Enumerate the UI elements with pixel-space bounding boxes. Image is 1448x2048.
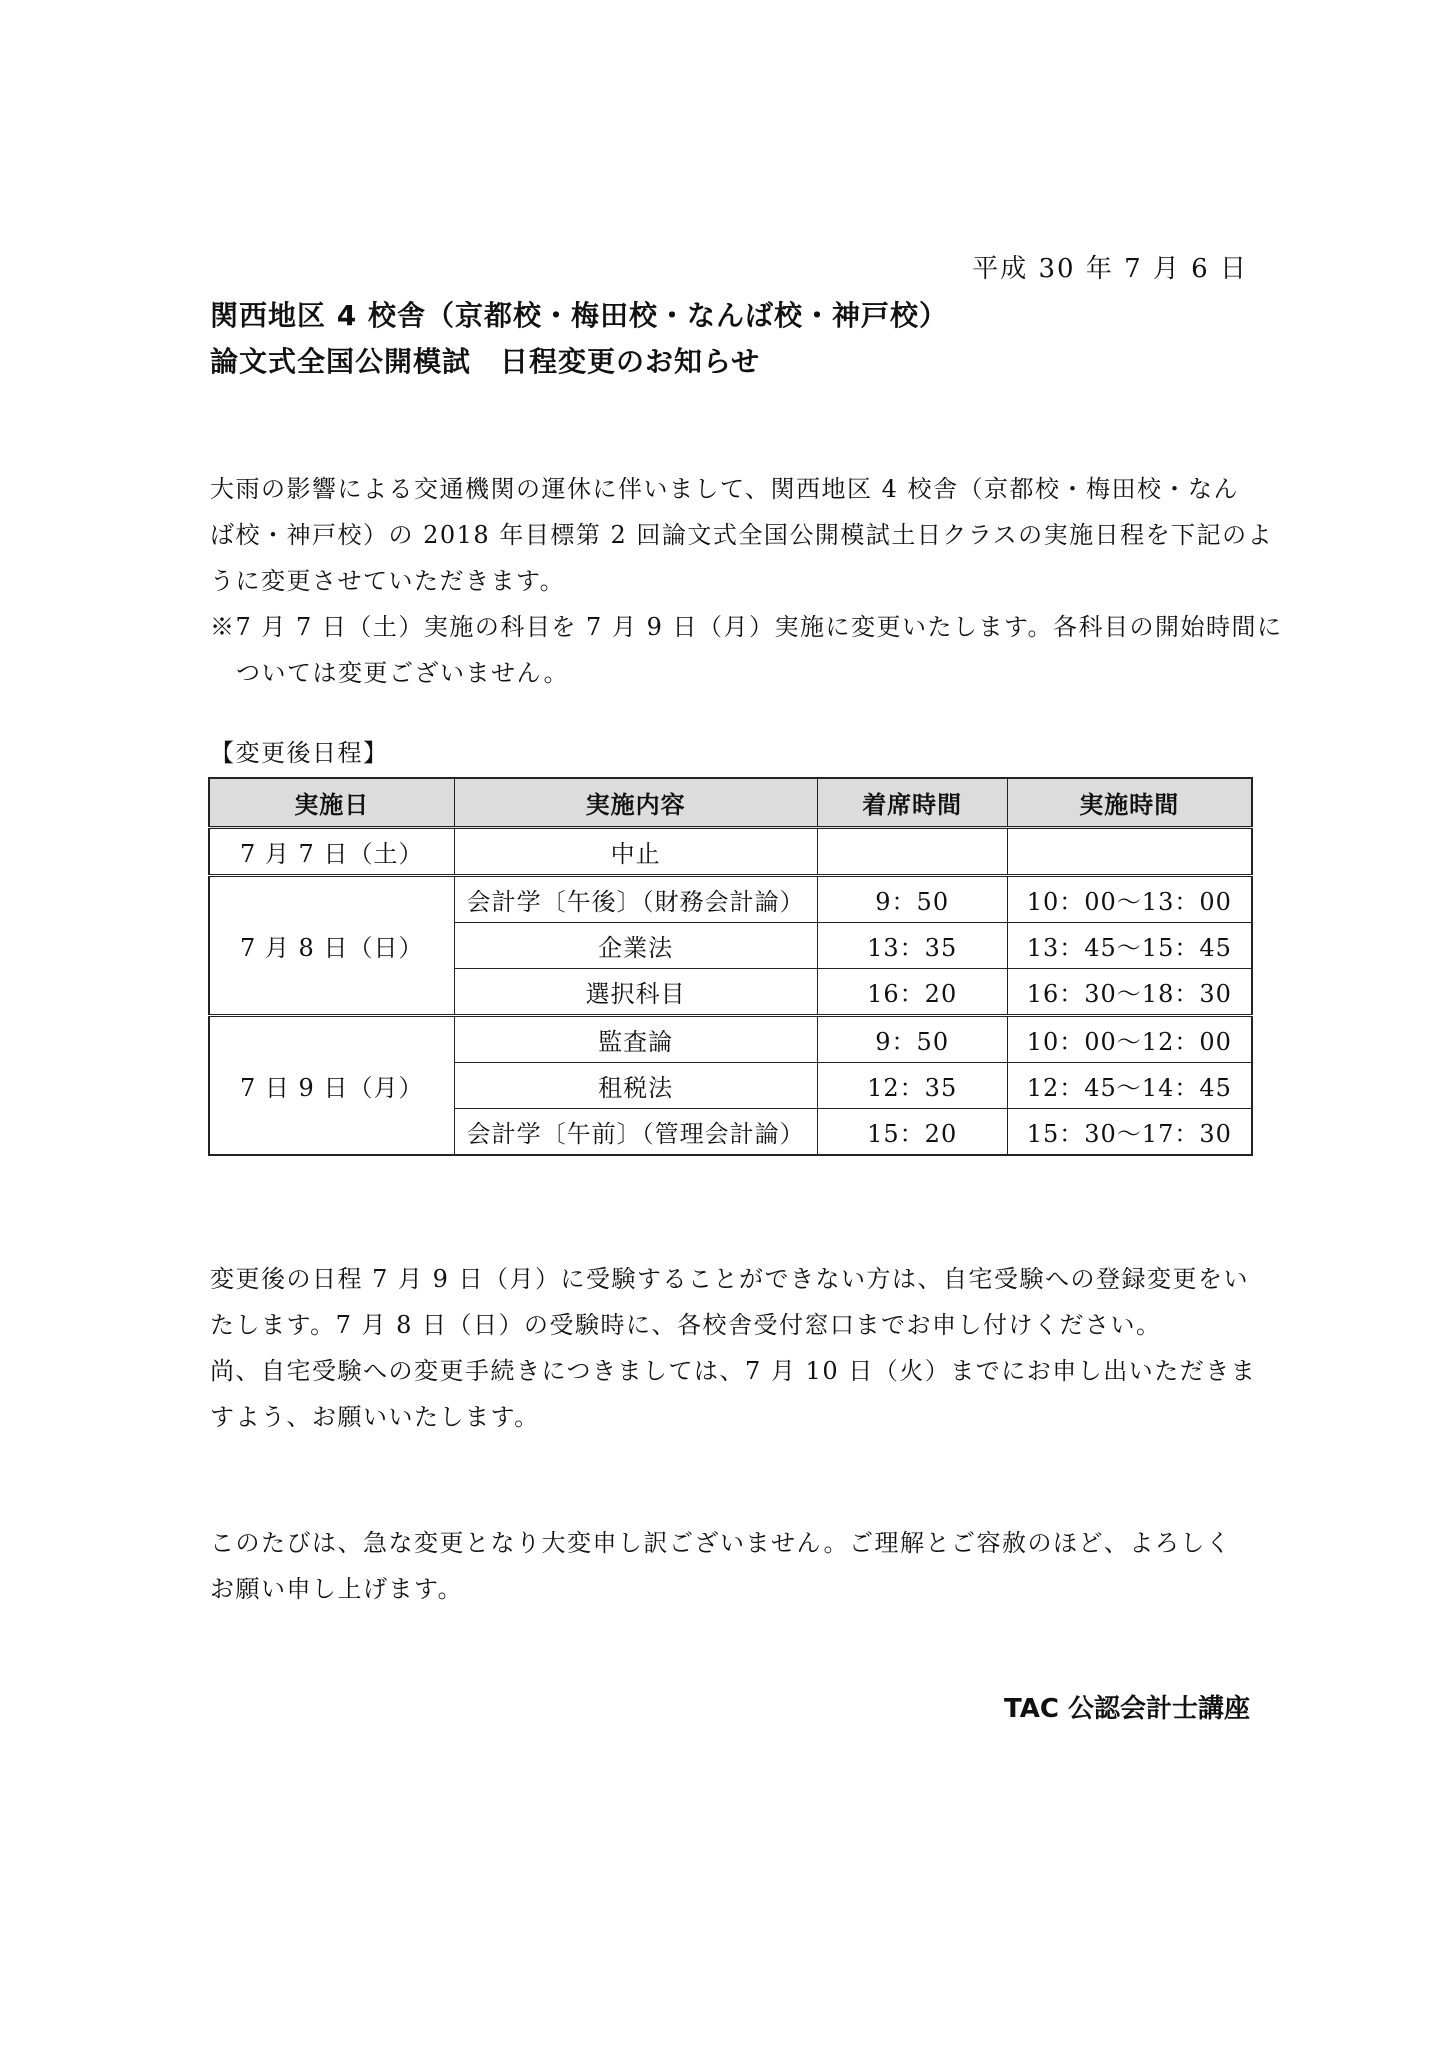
cell-date: 7 日 9 日（月） — [209, 1016, 454, 1156]
after-line: 尚、自宅受験への変更手続きにつきましては、7 月 10 日（火）までにお申し出いただきま — [210, 1357, 1257, 1385]
cell-content: 監査論 — [454, 1016, 817, 1063]
table-row — [209, 1016, 1252, 1063]
table-row — [209, 828, 1252, 876]
header-content: 実施内容 — [454, 778, 817, 828]
header-exam-time: 実施時間 — [1007, 778, 1252, 828]
cell-exam-time: 12：45〜14：45 — [1007, 1063, 1252, 1109]
cell-content: 租税法 — [454, 1063, 817, 1109]
sorry-line: お願い申し上げます。 — [210, 1575, 464, 1603]
table-label — [210, 730, 1250, 776]
signature: TAC 公認会計士講座 — [1004, 1694, 1250, 1724]
intro-line: 大雨の影響による交通機関の運休に伴いまして、関西地区 4 校舎（京都校・梅田校・なん — [210, 475, 1240, 503]
intro-line: ば校・神戸校）の 2018 年目標第 2 回論文式全国公開模試土日クラスの実施日程を下記のよ — [210, 521, 1274, 549]
header-seat-time: 着席時間 — [817, 778, 1007, 828]
cell-seat-time: 12：35 — [817, 1063, 1007, 1109]
cell-seat-time: 9：50 — [817, 876, 1007, 923]
cell-exam-time: 16：30〜18：30 — [1007, 969, 1252, 1016]
cell-exam-time: 13：45〜15：45 — [1007, 923, 1252, 969]
cell-exam-time: 10：00〜13：00 — [1007, 876, 1252, 923]
cell-content: 企業法 — [454, 923, 817, 969]
cell-exam-time — [1007, 828, 1252, 876]
cell-seat-time: 16：20 — [817, 969, 1007, 1016]
after-line: すよう、お願いいたします。 — [210, 1403, 540, 1431]
cell-exam-time: 10：00〜12：00 — [1007, 1016, 1252, 1063]
after-line: 変更後の日程 7 月 9 日（月）に受験することができない方は、自宅受験への登録変更をい — [210, 1265, 1250, 1293]
cell-content: 選択科目 — [454, 969, 817, 1016]
sorry-line: このたびは、急な変更となり大変申し訳ございません。ご理解とご容赦のほど、よろしく — [210, 1529, 1232, 1557]
cell-content: 中止 — [454, 828, 817, 876]
after-line: たします。7 月 8 日（日）の受験時に、各校舎受付窓口までお申し付けください。 — [210, 1311, 1162, 1339]
cell-seat-time: 15：20 — [817, 1109, 1007, 1156]
change-instructions-paragraph — [210, 1256, 1257, 1440]
apology-paragraph — [210, 1520, 1250, 1612]
table-row — [209, 876, 1252, 923]
schedule-table — [208, 777, 1253, 1156]
note-line: ※7 月 7 日（土）実施の科目を 7 月 9 日（月）実施に変更いたします。各科目の開始時間に — [210, 613, 1283, 641]
cell-date: 7 月 7 日（土） — [209, 828, 454, 876]
cell-content: 会計学〔午前〕（管理会計論） — [454, 1109, 817, 1156]
note-line: ついては変更ございません。 — [236, 659, 569, 687]
intro-line: うに変更させていただきます。 — [210, 567, 566, 595]
notice-heading-schools: 関西地区 4 校舎（京都校・梅田校・なんば校・神戸校） — [210, 299, 948, 332]
table-label-text: 【変更後日程】 — [210, 739, 389, 767]
cell-seat-time — [817, 828, 1007, 876]
cell-content: 会計学〔午後〕（財務会計論） — [454, 876, 817, 923]
note-paragraph — [210, 604, 1283, 696]
cell-seat-time: 9：50 — [817, 1016, 1007, 1063]
cell-date: 7 月 8 日（日） — [209, 876, 454, 1016]
table-header-row — [209, 778, 1252, 828]
cell-seat-time: 13：35 — [817, 923, 1007, 969]
issue-date: 平成 30 年 7 月 6 日 — [972, 254, 1248, 284]
notice-heading-title: 論文式全国公開模試 日程変更のお知らせ — [210, 345, 761, 378]
header-date: 実施日 — [209, 778, 454, 828]
cell-exam-time: 15：30〜17：30 — [1007, 1109, 1252, 1156]
intro-paragraph — [210, 466, 1274, 604]
